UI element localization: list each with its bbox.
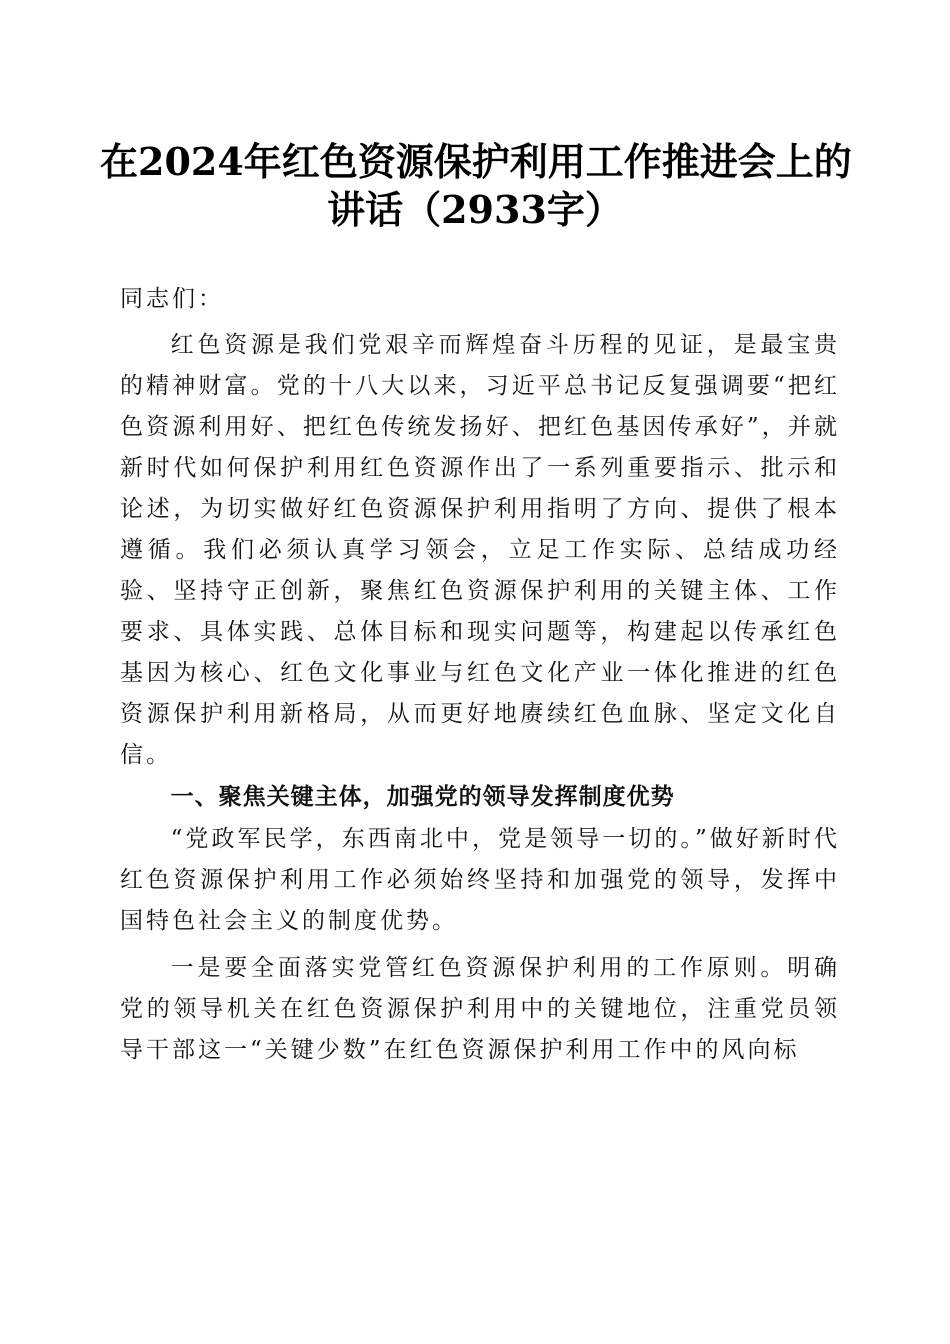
intro-paragraph: 红色资源是我们党艰辛而辉煌奋斗历程的见证，是最宝贵的精神财富。党的十八大以来，习近平总书记反复强调要“把红色资源利用好、把红色传统发扬好、把红色基因传承好”，并就新时代如何保护利用红色资源作出了一系列重要指示、批示和论述，为切实做好红色资源保护利用指明了方向、提供了根本遵循。我们必须认真学习领会，立足工作实际、总结成功经验、坚持守正创新，聚焦红色资源保护利用的关键主体、工作要求、具体实践、总体目标和现实问题等，构建起以传承红色基因为核心、红色文化事业与红色文化产业一体化推进的红色资源保护利用新格局，从而更好地赓续红色血脉、坚定文化自信。 (120, 332, 840, 768)
title-line-1: 在2024年红色资源保护利用工作推进会上的 (100, 139, 852, 184)
document-title (100, 138, 850, 234)
section1-paragraph-2: 一是要全面落实党管红色资源保护利用的工作原则。明确党的领导机关在红色资源保护利用中的关键地位，注重党员领导干部这一“关键少数”在红色资源保护利用工作中的风向标 (120, 955, 840, 1063)
title-line-2: 讲话（2933字） (327, 187, 623, 232)
section1-paragraph-1: “党政军民学，东西南北中，党是领导一切的。”做好新时代红色资源保护利用工作必须始终坚持和加强党的领导，发挥中国特色社会主义的制度优势。 (120, 826, 840, 934)
document-body (120, 279, 840, 1071)
section-heading-1: 一、聚焦关键主体，加强党的领导发挥制度优势 (170, 784, 675, 810)
salutation: 同志们： (120, 286, 224, 312)
